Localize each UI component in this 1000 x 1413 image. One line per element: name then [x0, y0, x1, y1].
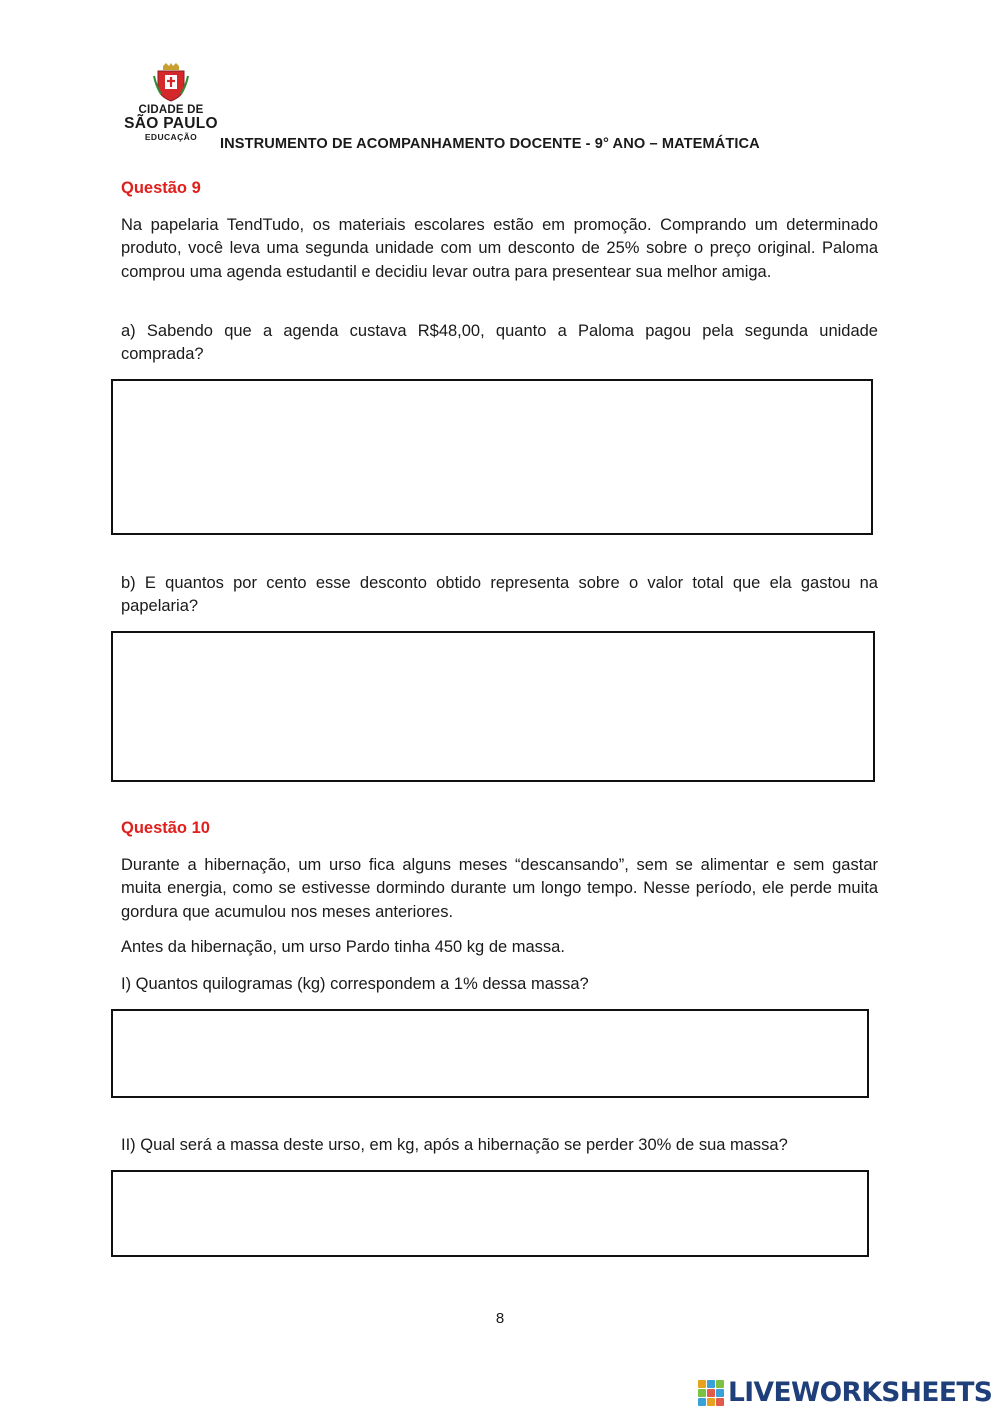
answer-box-9b[interactable] — [111, 631, 875, 782]
logo-line-2: SÃO PAULO — [124, 115, 218, 132]
answer-box-10-i[interactable] — [111, 1009, 869, 1098]
question-10-title: Questão 10 — [121, 819, 210, 837]
question-9-intro: Na papelaria TendTudo, os materiais escolares estão em promoção. Comprando um determinado produto, você leva uma segunda unidade com um desconto de 25% sobre o preço original. Paloma comprou uma agenda estudantil e decidiu levar outra para presentear sua melhor amiga. — [121, 216, 878, 281]
answer-box-9a[interactable] — [111, 379, 873, 535]
liveworksheets-brand — [697, 1377, 992, 1409]
brand-text: LIVEWORKSHEETS — [728, 1377, 993, 1408]
page-number: 8 — [495, 1310, 505, 1327]
answer-box-10-ii[interactable] — [111, 1170, 869, 1257]
question-10-intro: Durante a hibernação, um urso fica alguns meses “descansando”, sem se alimentar e sem gastar muita energia, como se estivesse dormindo durante um longo tempo. Nesse período, ele perde muita gordura que acumulou nos meses anteriores. — [121, 856, 878, 921]
logo-line-3: EDUCAÇÃO — [144, 132, 198, 142]
question-10-ii-prompt: II) Qual será a massa deste urso, em kg, após a hibernação se perder 30% de sua massa? — [121, 1136, 788, 1154]
question-10-fact: Antes da hibernação, um urso Pardo tinha 450 kg de massa. — [121, 938, 565, 956]
logo-line-1: CIDADE DE — [138, 104, 204, 116]
question-9a-prompt: a) Sabendo que a agenda custava R$48,00, quanto a Paloma pagou pela segunda unidade comprada? — [121, 322, 878, 364]
question-10-i-prompt: I) Quantos quilogramas (kg) correspondem a 1% dessa massa? — [121, 975, 589, 993]
liveworksheets-logo-icon — [697, 1379, 725, 1407]
city-logo — [122, 62, 220, 150]
document-header-title: INSTRUMENTO DE ACOMPANHAMENTO DOCENTE - 9° ANO – MATEMÁTICA — [220, 136, 760, 152]
question-9-title: Questão 9 — [121, 179, 201, 197]
question-9b-prompt: b) E quantos por cento esse desconto obtido representa sobre o valor total que ela gastou na papelaria? — [121, 574, 878, 616]
coat-of-arms-icon — [151, 62, 191, 102]
